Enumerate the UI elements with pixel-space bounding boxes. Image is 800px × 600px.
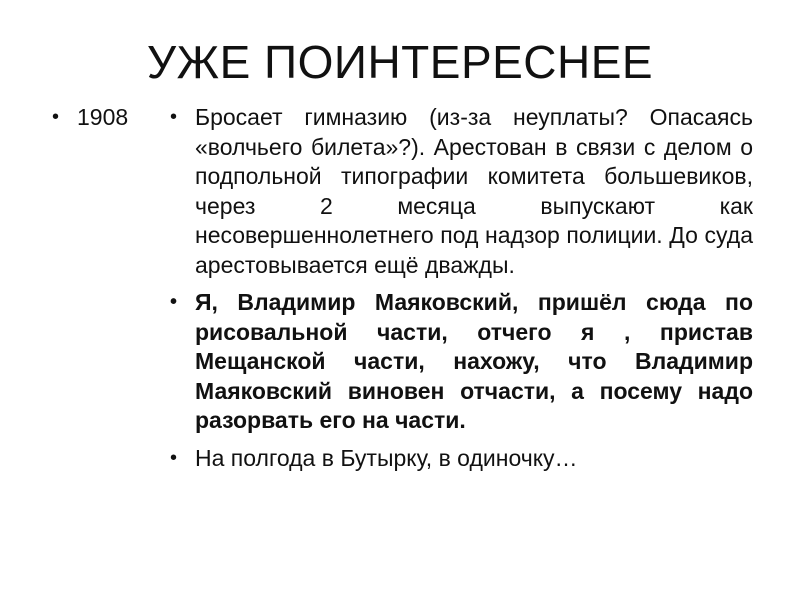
slide-title: УЖЕ ПОИНТЕРЕСНЕЕ	[146, 36, 654, 88]
bullet-icon: •	[170, 106, 178, 128]
year-item	[50, 103, 160, 133]
quote-text: Я, Владимир Маяковский, пришёл сюда по рисовальной части, отчего я , пристав Мещанской части, нахожу, что Владимир Маяковский виновен отчасти, а посему надо разорвать его на части.	[195, 289, 753, 433]
event-item-biography	[168, 103, 753, 280]
event-text: Бросает гимназию (из-за неуплаты? Опасаясь «волчьего билета»?). Арестован в связи с делом о подпольной типографии комитета большевиков, через 2 месяца выпускают как несовершеннолетнего под надзор полиции. До суда арестовывается ещё дважды.	[195, 104, 753, 278]
event-text: На полгода в Бутырку, в одиночку…	[195, 444, 578, 471]
event-list	[168, 103, 753, 473]
right-column	[168, 103, 753, 481]
year-list	[50, 103, 160, 133]
event-item-prison	[168, 444, 753, 474]
event-item-quote	[168, 288, 753, 436]
year-text: 1908	[77, 104, 129, 130]
bullet-icon: •	[170, 291, 178, 313]
left-column	[50, 103, 160, 133]
bullet-icon: •	[170, 446, 178, 469]
bullet-icon: •	[52, 106, 60, 128]
